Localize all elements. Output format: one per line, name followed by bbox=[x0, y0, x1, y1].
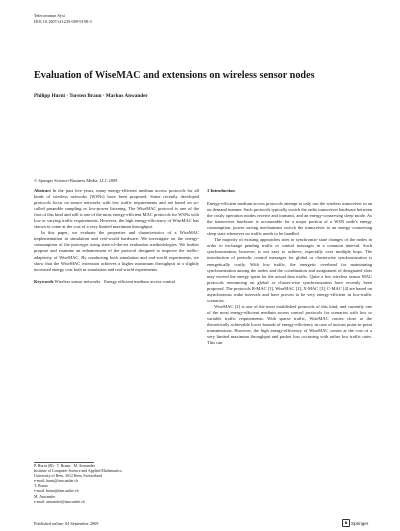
keywords bbox=[34, 279, 199, 285]
abstract-paragraph-2: In this paper, we evaluate the properties and characteristics of a WiseMAC implementation in simulation and real-world hardware. We investigate on the energy-consumption of the prototype using state-of-the-art evaluation methodologies. We further propose and examine an enhancement of the protocol designed to improve the traffic-adaptivity of WiseMAC. By conducting both simulation and real-world experiments, we show that the WiseMAC extension achieves a higher maximum throughput at a slightly increased energy cost both in simulation and real-world experiments. bbox=[34, 230, 199, 272]
intro-paragraph-3: WiseMAC [2] is one of the most established protocols of this kind, and currently one of the most energy-efficient medium access control protocols for scenarios with low or variable traffic requirements. With sparse traffic, WiseMAC comes close to the theoretically achievable lower bounds of energy-efficiency in case of unicast point-to-point transmissions. However, the high energy-efficiency of WiseMAC comes at the cost of a very limited maximum throughput and packet loss occurring with rather low traffic rates. This can bbox=[207, 303, 372, 346]
keywords-text: Wireless sensor networks · Energy efficient medium access control bbox=[54, 278, 176, 284]
affiliation-line: Institute of Computer Science and Applied Mathematics, bbox=[34, 469, 123, 474]
affiliation-line: University of Bern, 3012 Bern, Switzerland bbox=[34, 474, 102, 479]
affiliation-line: T. Braun bbox=[34, 484, 48, 489]
abstract-label: Abstract bbox=[34, 188, 51, 193]
abstract-paragraph-1 bbox=[34, 188, 199, 230]
copyright: © Springer Science+Business Media, LLC 2009 bbox=[34, 178, 118, 183]
intro-paragraph-2: The majority of existing approaches tries to synchronize state changes of the nodes in order to exchange pending traffic or control messages in a common interval. Such synchronization, however, is not easy to achieve, especially over multiple hops. The introduction of periodic control messages for global or clusterwise synchronization is energetically costly. With low traffic, the energetic overhead for maintaining synchronization among the nodes and the coordination and assignment of designated slots may exceed the energy spent for the actual data traffic. Quite a few wireless sensor MAC protocols renouncing on global or cluster-wise synchronization have recently been proposed. The protocols B-MAC [1], WiseMAC [2], X-MAC [3], C-MAC [4] are based on asynchronous wake intervals and have proven to be very energy-efficient in low-traffic scenarios. bbox=[207, 237, 372, 303]
springer-horse-icon: ♞ bbox=[342, 519, 350, 527]
authors: Philipp Hurni · Torsten Braun · Markus Anwander bbox=[34, 93, 148, 99]
affiliation-line: M. Anwander bbox=[34, 494, 56, 499]
left-column bbox=[34, 188, 199, 285]
journal-name: Telecommun Syst bbox=[34, 13, 65, 18]
email[interactable]: e-mail: hurni@iam.unibe.ch bbox=[34, 479, 78, 484]
email[interactable]: e-mail: anwander@iam.unibe.ch bbox=[34, 499, 85, 504]
email[interactable]: e-mail: braun@iam.unibe.ch bbox=[34, 489, 79, 494]
keywords-label: Keywords bbox=[34, 278, 54, 284]
affiliation-line: P. Hurni (✉) · T. Braun · M. Anwander bbox=[34, 464, 95, 468]
section-heading: 1 Introduction bbox=[207, 188, 235, 193]
affiliation-block bbox=[34, 464, 199, 505]
abstract-text-1: In the past five years, many energy-efficient medium access protocols for all kinds of wireless networks (WSNs) have been proposed. Some recently developed protocols focus on sensor networks with low traffic requirements and are based on so-called preamble sampling or low-power listening. The WiseMAC protocol is one of the first of this kind and still is one of the most energy-efficient MAC protocols for WSNs with low or varying traffic requirements. However, the high energy-efficiency of WiseMAC has shown to come at the cost of a very limited maximum throughput. bbox=[34, 188, 199, 230]
intro-paragraph-1: Energy-efficient medium access protocols attempt to only use the wireless transceiver in an on demand manner. Such protocols typically switch the radio transceiver hardware between the costly operation modes receive and transmit, and an energy-conserving sleep mode. As the transceiver hardware is accountable for a major portion of a WSN node's energy consumption, power saving mechanisms switch the transceiver to an energy conserving sleep state whenever no traffic needs to be handled. bbox=[207, 201, 372, 237]
doi: DOI 10.1007/s11235-009-9198-3 bbox=[34, 18, 92, 24]
right-column bbox=[207, 188, 372, 346]
published-date: Published online: 04 September 2009 bbox=[34, 521, 99, 526]
affiliation-rule bbox=[34, 462, 94, 463]
publisher-name: Springer bbox=[351, 520, 369, 526]
publisher-logo bbox=[342, 519, 368, 527]
paper-title: Evaluation of WiseMAC and extensions on wireless sensor nodes bbox=[34, 70, 315, 81]
journal-header bbox=[34, 13, 92, 24]
